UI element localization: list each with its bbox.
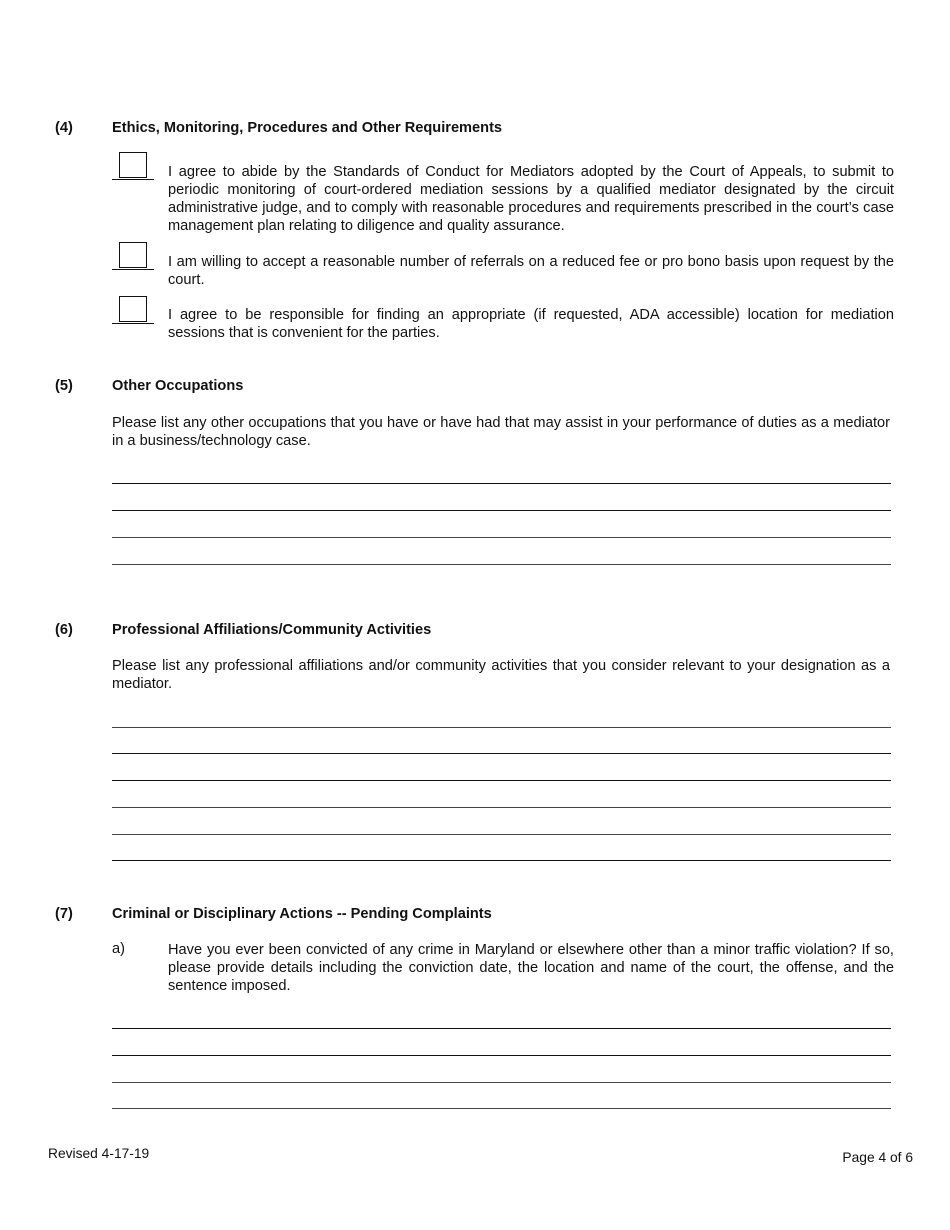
ethics-item-2-text: I am willing to accept a reasonable number of referrals on a reduced fee or pro bono basis upon request by the court. [168, 254, 894, 288]
ethics-checkbox-2[interactable] [112, 242, 154, 272]
checkbox-box[interactable] [119, 242, 147, 268]
ethics-checkbox-3[interactable] [112, 296, 154, 326]
criminal-answer-line-4[interactable] [112, 1108, 891, 1109]
affiliations-prompt: Please list any professional affiliations and/or community activities that you consider relevant to your designation as a mediator. [112, 658, 890, 692]
affiliations-answer-line-6[interactable] [112, 860, 891, 861]
occupations-answer-line-2[interactable] [112, 510, 891, 511]
ethics-item-3-text: I agree to be responsible for finding an appropriate (if requested, ADA accessible) location for mediation sessions that is convenient for the parties. [168, 307, 894, 341]
affiliations-answer-line-4[interactable] [112, 807, 891, 808]
section-5-number: (5) [55, 378, 73, 394]
revised-date: Revised 4-17-19 [48, 1146, 150, 1161]
checkbox-underline [112, 269, 154, 270]
criminal-answer-line-2[interactable] [112, 1055, 891, 1056]
affiliations-answer-line-5[interactable] [112, 834, 891, 835]
section-5-title: Other Occupations [112, 378, 244, 394]
section-7-number: (7) [55, 906, 73, 922]
question-a-text: Have you ever been convicted of any crime in Maryland or elsewhere other than a minor traffic violation? If so, please provide details including the conviction date, the location and name of the court, the offense, and the sentence imposed. [168, 942, 894, 994]
section-6-title: Professional Affiliations/Community Activities [112, 622, 432, 638]
affiliations-answer-line-3[interactable] [112, 780, 891, 781]
occupations-answer-line-4[interactable] [112, 564, 891, 565]
section-6-number: (6) [55, 622, 73, 638]
section-4-title: Ethics, Monitoring, Procedures and Other Requirements [112, 120, 503, 136]
question-a-label: a) [112, 941, 125, 957]
section-4-number: (4) [55, 120, 73, 136]
checkbox-underline [112, 323, 154, 324]
checkbox-underline [112, 179, 154, 180]
affiliations-answer-line-2[interactable] [112, 753, 891, 754]
section-7-title: Criminal or Disciplinary Actions -- Pending Complaints [112, 906, 492, 922]
checkbox-box[interactable] [119, 296, 147, 322]
criminal-answer-line-3[interactable] [112, 1082, 891, 1083]
affiliations-answer-line-1[interactable] [112, 727, 891, 728]
checkbox-box[interactable] [119, 152, 147, 178]
ethics-checkbox-1[interactable] [112, 152, 154, 182]
ethics-item-1-text: I agree to abide by the Standards of Conduct for Mediators adopted by the Court of Appeals, to submit to periodic monitoring of court-ordered mediation sessions by a qualified mediator designated by the circuit administrative judge, and to comply with reasonable procedures and requirements prescribed in the court’s case management plan relating to diligence and quality assurance. [168, 164, 894, 234]
page-number: Page 4 of 6 [842, 1150, 913, 1165]
occupations-prompt: Please list any other occupations that you have or have had that may assist in your performance of duties as a mediator in a business/technology case. [112, 415, 890, 449]
occupations-answer-line-3[interactable] [112, 537, 891, 538]
criminal-answer-line-1[interactable] [112, 1028, 891, 1029]
occupations-answer-line-1[interactable] [112, 483, 891, 484]
